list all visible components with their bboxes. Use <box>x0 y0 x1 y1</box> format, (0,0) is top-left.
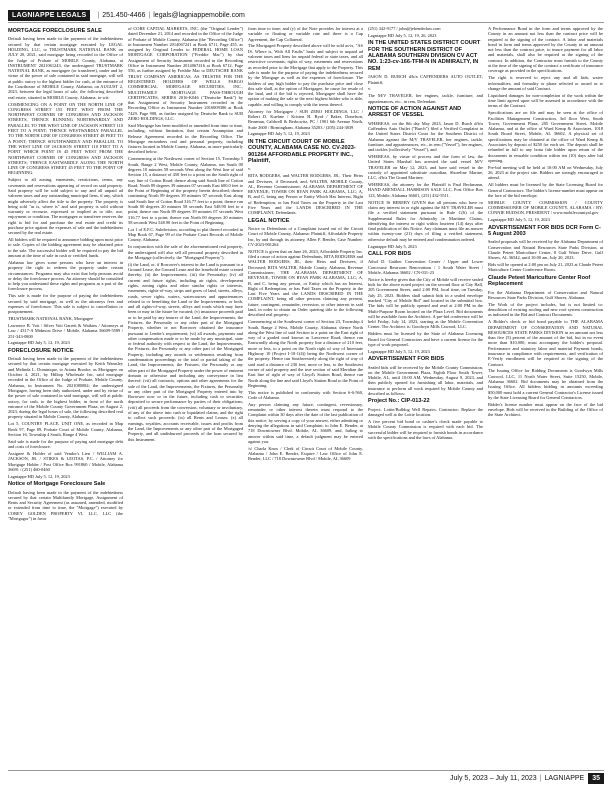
notice-paragraph: Lagniappe HD July 5, 12, 19, 26, 2023 <box>368 32 437 38</box>
footer-section: LAGNIAPPE <box>544 774 585 782</box>
notice-paragraph: Said Mortgage has been modified or amended from time to time, including, without limitation, that certain Assumption and Release Agreement recorded in the Recording Office. The Mortgage encumbers real and personal property, including fixtures located in Mobile County, Alabama, as more particularly described below. <box>128 122 243 155</box>
page-number: 35 <box>588 773 604 784</box>
notice-paragraph: For the Alabama Department of Conservation and Natural Resources State Parks Division, Gulf Shores, Alabama. <box>488 289 603 300</box>
notice-heading: CALL FOR BIDS <box>368 250 412 257</box>
notice-heading: MORTGAGE FORECLOSURE SALE <box>8 28 102 34</box>
notice-paragraph: Athol D. Gaither Convention Center / Upper and Lower Concourse Restroom Renovations / 1 South Water Street / Mobile, Alabama 36602 / CN-031-23 <box>368 259 483 275</box>
notice-paragraph: RITA RODGERS, and WALTER RODGERS, JR., Their Heirs and Devisees, if Deceased; and, WALTER, MOBILE County, AL, Revenue Commissioner; ALABAMA DEPARTMENT OF REVENUE; TOWER ON RYAN PARK ALABAMA, LLC; A, B, and C, being any Person or Entity Which Has Interest, Right of Redemption, or has Paid Taxes on the Property in the Last Five Years and the LANDS DESCRIBED IN THE COMPLAINT, Defendants. <box>248 173 363 216</box>
notice-paragraph: Default having been made in the payment of the indebtedness secured by that certain mortgage executed by LEGAL HOLDING, LLC, to TRUSTMARK NATIONAL BANK on JULY 20, 2021, said mortgage being recorded in the Office of the Judge of Probate of MOBILE County, Alabama, at INSTRUMENT 2021061243, the undersigned TRUSTMARK NATIONAL BANK, as mortgagee (or transferee), under and by virtue of the power of sale contained in said mortgage, will sell at public outcry to the highest bidder for cash, at the entrance of the Courthouse of MOBILE County, Alabama, on AUGUST 2, 2023, between the legal hours of sale, the following described real estate, situated in MOBILE County, Alabama, to-wit: <box>8 36 123 100</box>
notice-paragraph: TRUSTMARK NATIONAL BANK, Mortgagee <box>8 316 93 322</box>
notice-paragraph: Sealed proposals will be received by the Alabama Department of Conservation and Natural Resources State Parks Division, at Claude Peteet Mariculture Center, 8 Gulf Water Drive, Gulf Shores, AL 36542, until 10:00 am, July 20, 2023. <box>488 239 603 261</box>
footer-date: July 5, 2023 – July 11, 2023 <box>450 774 537 782</box>
column-3 <box>248 26 363 766</box>
column-2 <box>128 26 243 766</box>
notice-paragraph: NOTICE is given that on June 26, 2023, Affordable Property Inc. filed a cause of action against Defendants, RITA RODGERS and WALTER RODGERS, JR., their Heirs and Devisees, if Deceased; RITA WALTER, Mobile County, Alabama, Revenue Commissioner; THE ALABAMA DEPARTMENT OF REVENUE; TOWER ON RYAN PARK ALABAMA, LLC; A, B, and C, being any person, or Entity which has an Interest, Right of Redemption, or has Paid Taxes on the Property in the Last Five Years and the LANDS DESCRIBED IN THE COMPLAINT, being all other persons claiming any present, future, contingent, remainder, reversion, or other interest in said land, in order to obtain an Order quieting title to the following described real property: <box>248 248 363 318</box>
notice-paragraph: Bidders must be licensed by the State of Alabama Licensing Board for General Contractors and have a current license for the type of work proposed. <box>368 331 483 347</box>
notice-paragraph: Pre-bid meeting will be held at 10:00 AM on Wednesday, July 26, 2023 at the project site. Bidders are strongly encouraged to attend. <box>488 164 603 181</box>
notice-paragraph: WHEREAS, by virtue of process and due form of law, the United States Marshal has arrested the said vessel M/V TRAVELER on May 12, 2023, and have said vessel in the custody of appointed substitute custodian, Shoreline Marine, LLC, d/b/a The Grand Mariner; <box>368 154 483 181</box>
notice-paragraph: /s/ Charla Knox / Clerk of Circuit Court of Mobile County, Alabama / John E. Bender, Esquire / Law Office of John E. Bender, LLC / 718 Downtowner Blvd / Mobile, AL 36609 <box>248 445 363 462</box>
notice-paragraph: Notice to Defendants of a Complaint issued out of the Circuit Court of Mobile County, Alabama: Plaintiff, Affordable Property Inc, by and through its attorney, Allen F. Bender, Case Number: CV-2023-901264 <box>248 226 363 247</box>
notice-heading: NOTICE OF ACTION AGAINST AND ARREST OF VESSEL <box>368 105 462 119</box>
column-1 <box>8 26 123 766</box>
notice-paragraph: Bidder's license number must appear on the face of the bid envelope. Bids will be received in the Building of the Office of the State Architect. <box>488 401 603 418</box>
notice-paragraph: Lagniappe HD July 5, 12, 19, 2023 <box>488 217 550 223</box>
notice-paragraph: of CORE CAPITAL MARKETS, INC. (the "Original Lender") dated December 21, 2014 and recorded in the Office of the Judge of Probate of Mobile County, Alabama (the "Recording Office") in Instrument Number 2014067241 at Book 6711, Page 455, as assigned by Original Lender to FEDERAL HOME LOAN MORTGAGE CORPORATION ("Freddie Mac") by that Assignment of Security Instrument recorded in the Recording Office in Instrument Number 2014067416 at Book 6712, Page 556, as further assigned by Freddie Mac to DEUTSCHE BANK TRUST COMPANY AMERICAS, AS TRUSTEE FOR THE REGISTERED HOLDERS OF WELLS FARGO COMMERCIAL MORTGAGE SECURITIES, INC., MULTIFAMILY MORTGAGE PASS-THROUGH CERTIFICATES, SERIES 2016-K046 ("Deutsche Bank") by that Assignment of Security Instrument recorded in the Recording Office as Instrument Number 2016009386 at Book 7429, Page 908, as further assigned by Deutsche Bank to SUB ZERO HOLDINGS, LLC. <box>128 26 243 122</box>
footer-separator: | <box>539 774 542 782</box>
notice-paragraph: Notice is hereby given that the City of Mobile will receive sealed bids for the above noted project on the second floor at City Hall, 205 Government Street, until 2:00 PM, local time, on Tuesday, July 25, 2023. Bidders shall submit bids in a sealed envelope marked "City of Mobile Bid" and located in the submittal box. The bids will be publicly opened and read at 2:00 PM in the Multi-Purpose Room located on the Plaza Level. Bid documents will be available from the Architect. A pre-bid conference will be held Friday, July 14, 2023, starting at the Mobile Convention Center. The Architect is: Goodwyn Mills Cawood, LLC. <box>368 276 483 330</box>
notice-paragraph: A Performance Bond in the form and terms approved by the County in an amount not less than the contract price will be required at the signing of the contract. A labor and materials bond in form and terms approved by the County in an amount not less than the contract price, to insure payment for all labor and materials, shall also be required at the signing of the contract. In addition, the Contractor must furnish to the County at the time of the signing of the contract a certificate of insurance coverage as provided in the specifications. <box>488 26 603 74</box>
notice-paragraph: All bidders must be licensed by the State Licensing Board for General Contractors. The bidder's license number must appear on the face of the bid envelope. <box>488 182 603 198</box>
notice-paragraph: The Issuing Office for Bidding Documents is Goodwyn Mills Cawood, LLC, 11 North Water Street, Suite 15250, Mobile, Alabama 36602. Bid documents may be obtained from the Issuing Office. All bidders bidding in amounts exceeding $50,000 must hold a current General Contractor's License issued by the State Licensing Board for General Contractors. <box>488 368 603 400</box>
notice-paragraph: Lagniappe HD July 5, 2023 <box>368 243 417 249</box>
notice-paragraph: Project: Lottie/Bulldog Well Repairs. Contractor: Replace the damaged well at the Lottie location. <box>368 406 483 418</box>
page-header <box>8 8 604 23</box>
page-footer <box>8 770 604 785</box>
notice-paragraph: Default having been made in the payment of the indebtedness secured by that certain Multifamily Mortgage, Assignment of Rents and Security Agreement (as assumed, amended, modified or extended from time to time, the "Mortgage") executed by COREY GOLDEN PROPERTY VI, LLC, LLC (the "Mortgagor") in favor <box>8 489 123 521</box>
notice-paragraph: v. <box>368 86 372 92</box>
notice-paragraph: Lot 1 of E.F.C. Subdivision, according to plat thereof recorded in Map Book 67, Page 99 of the Probate Court Records of Mobile County, Alabama. <box>128 226 243 243</box>
notice-paragraph: Any person claiming any future, contingent, reversionary, remainder or other interest therein must respond to the Complaint within 30 days after the date of the last publication of this notice, by serving a copy of your answer, either admitting or denying the allegations in said Complaint, to John E. Bender, at 718 Downtowner Blvd. Mobile, AL 36609, and, failing to answer within said time, a default judgment may be entered against you. <box>248 401 363 444</box>
notice-paragraph: Assignee & Holder of said Vendor's Lien / WILLIAM A. JACKSON, JR. / STIKES & LEOTAS, P.C. / Attorney for Mortgage Holder / Post Office Box 991860 / Mobile, Alabama 36691 / (251) 460-0460 <box>8 451 123 472</box>
notice-paragraph: In conjunction with the sale of the aforementioned real property, the undersigned will also sell all personal property described in the Mortgage (collectively, the "Mortgaged Property"). <box>128 244 243 260</box>
notice-paragraph: A Bidder's check or bid bond payable to THE ALABAMA DEPARTMENT OF CONSERVATION AND NATURAL RESOURCES STATE PARKS DIVISION in an amount not less than five (5) percent of the amount of the bid, but in no event more than $10,000, must accompany the bidder's proposal. Performance and statutory labor and material Payment bonds, insurance in compliance with requirements, and verification of E-Verify enrollment will be required at the signing of the Contract. <box>488 319 603 367</box>
notice-heading: Project No.: CIP-013-22 <box>368 398 430 405</box>
notice-heading: IN THE CIRCUIT COURT OF MOBILE COUNTY, ALABAMA CASE NO. CV-2023-901264 AFFORDABLE PROPERTY INC., Plaintiff, <box>248 138 356 164</box>
notice-paragraph: (251) 342-9177 / john@jebenderlaw.com <box>368 26 441 31</box>
header-separator: | <box>148 11 151 19</box>
legal-columns <box>8 26 604 766</box>
notice-heading: Notice of Mortgage Foreclosure Sale <box>8 481 106 488</box>
notice-paragraph: Said sale is made for the purpose of paying said mortgage debt and costs of foreclosure. <box>8 438 123 450</box>
column-4 <box>368 26 483 766</box>
notice-paragraph: The Work of the project includes, but is not limited to: demolition of existing roofing and new roof system construction as indicated in the Bid and Contract Documents. <box>488 301 603 318</box>
notice-paragraph: Specifications are on file and may be seen at the office of Facilities Management Construction, 3rd floor West, South Tower, Government Plaza, 205 Government Street, Mobile Alabama, and at the office of Ward Kemp & Associates, 1018 South Broad Street, Mobile, AL 36602. A physical set of specifications may be obtained at the office of Ward Kemp & Associates by deposit of $250 for each set. The deposit shall be refunded in full to any bona fide bidder upon return of the documents in reusable condition within ten (10) days after bid opening. <box>488 110 603 163</box>
column-5 <box>488 26 603 766</box>
header-email[interactable]: legals@lagniappemobile.com <box>153 11 245 19</box>
notice-paragraph: MOBILE COUNTY COMMISSION / COUNTY COMMISSIONER OF MOBILE COUNTY, ALABAMA / BY: CONNIE HUDSON, PRESIDENT / www.mobilecountyal.gov <box>488 199 603 216</box>
notice-paragraph: Lot 5, COUNTRY PLACE, UNIT ONE, as recorded in Map Book 97, Page 89, Probate Court of Mobile County, Alabama, Section 16, Township 4 South, Range 4 West. <box>8 421 123 437</box>
notice-paragraph: Lagniappe HD July 5, 12, 19, 2023 <box>368 348 430 354</box>
notice-paragraph: WHEREAS, the attorney for the Plaintiff is Paul Beckmann, HAND ARENDALL HARRISON SALE LLC, Post Office Box 123, Mobile, Alabama 36601, (251) 432-5511. <box>368 182 483 198</box>
notice-heading: ADVERTISEMENT FOR BIDS DCR Form C-5 August 2003 <box>488 224 601 237</box>
notice-paragraph: The Mortgaged Property described above will be sold as-is, "AS IS, Where is, With All Faults" basis and subject to unpaid ad valorem taxes and liens for unpaid federal or state taxes, and all restrictive covenants, rights of way, easements and reservations as recorded prior to the Mortgage that apply to the Property. This sale is made for the purpose of paying the indebtedness secured by the Mortgage as well as the expenses of foreclosure. The bidders of any high bidder to pay the purchase price and close this sale shall, at the option of Mortgagee, be cause for resale of the land, and if the bid is rejected, Mortgagee shall have the option of making the sale to the next highest bidder who is able, capable, and willing to comply with the terms thereof. <box>248 43 363 107</box>
notice-paragraph: This notice is published in conformity with Section 6-6-560, Code of Alabama. <box>248 389 363 400</box>
notice-paragraph: v. <box>248 166 252 172</box>
notice-paragraph: JASON D. BURCH d/b/a CAFFENDERS AUTO OUTLET, Plaintiff, <box>368 74 483 85</box>
notice-paragraph: Default having been made in the payment of the indebtedness secured by that certain mortgage executed by Keith Wamsley and Melinda L. Dominique, to Ariana Brooke, as Mortgagee on October 4, 2021, by Hilltop Wholesale Inc, said mortgage recorded in the Office of the Judge of Probate, Mobile County, Alabama, in Instrument No. 2021080084; the undersigned Mortgagee, having been duly authorized, under and by virtue of the power of sale contained in said mortgage, will sell at public outcry, for cash, to the highest bidder, in front of the north entrance of the Mobile County Government Plaza, on August 2, 2023, during the legal hours of sale, the following described real property situated in Mobile County, Alabama: <box>8 356 123 420</box>
notice-paragraph: The M/V TRAVELER, her engines, tackle, furniture, and appurtenances, etc., in rem, Defendant. <box>368 93 483 104</box>
notice-paragraph: Lawrence B. Voit / Silver Voit Garrett & Watkins / Attorneys at Law / 4317-A Midmost Drive / Mobile, Alabama 36609-5589 / 251-343-0800 <box>8 323 123 339</box>
notice-paragraph: NOTICE IS HEREBY GIVEN that all persons who have or claim any interest in or right against the M/V TRAVELER must file a verified statement pursuant to Rule C(6) of the Supplemental Rules for Admiralty or Maritime Claims, identifying the interest or right within fourteen (14) days after final publication of this Notice. Any claimant must file an answer within twenty-one (21) days of filing a verified statement, otherwise default may be entered and condemnation ordered. <box>368 199 483 242</box>
notice-paragraph: Lagniappe HD July 5, 12, 19, 2023 <box>248 131 310 137</box>
notice-heading: LEGAL NOTICE <box>248 217 290 224</box>
notice-heading: ADVERTISEMENT FOR BIDS <box>368 356 445 363</box>
notice-paragraph: Lagniappe HD July 5, 12, 19, 2023 <box>8 340 70 346</box>
brand-badge: LAGNIAPPE LEGALS <box>8 10 90 21</box>
notice-paragraph: The right is reserved to reject any and all bids, waive informalities, and formality or phase selected or award as to change the amount of said Contract. <box>488 75 603 91</box>
notice-paragraph: Subject to all zoning, easements, restrictions, terms, any covenants and reservations appearing of record on said property. Said property will be sold subject to any and all unpaid ad valorem taxes and any outstanding municipal liens, if any, which might adversely affect the title to the property. The property is being sold "as is, where is" and said property is sold without warranty or recourse, expressed or implied as to title, use, enjoyment or condition. The mortgagee or transferee reserves the right to bid for and purchase the real estate and credit its purchase price against the expenses of sale and the indebtedness secured by the real estate. <box>8 177 123 236</box>
notice-paragraph: A five percent bid bond or cashier's check made payable to Mobile County Commission is required with each bid. The successful bidder will be required to furnish bonds in accordance with the specifications and the laws of Alabama. <box>368 418 483 440</box>
notice-paragraph: from time to time; and (y) of the Note provides for interest at a variable or floating or variable rate and there is a Cap Agreement, the Cap Collateral. <box>248 26 363 42</box>
notice-paragraph: This sale is made for the purpose of paying the indebtedness secured by said mortgage, as well as the attorneys fees and expenses of foreclosure. This sale is subject to cancellation or postponement. <box>8 293 123 315</box>
notice-paragraph: Lagniappe HD July 5, 12, 19, 2023 <box>8 473 70 479</box>
notice-paragraph: Alabama law gives some persons who have an interest in property the right to redeem the property under certain circumstances. Programs may also exist that help persons avoid or delay the foreclosure process. An attorney should be consulted to help you understand these rights and programs as a part of the foreclosure process. <box>8 259 123 292</box>
header-separator: | <box>97 11 100 19</box>
notice-paragraph: Commencing at the Southwest corner of Section 23, Township 4 South, Range 2 West, Mobile County, Alabama; thence North along the West line of said Section to a point on the East right of way of a graded road known as Lawrence Road; thence run Eastwardly along the North property line a distance of 210 feet, more or less, to a point on the North right of way of Interstate Highway 10 (Project I-10-1(4)) being the Northwest corner of the property. Hence run Southwesterly along the right of way of said road a distance of 230 feet, more or less, to the Southwest corner of said property and the true section of said Meridian the East line of right of way of Lloyd's Station Road, thence run North along the line and said Lloyd's Station Road to the Point of Beginning. <box>248 319 363 388</box>
notice-heading: IN THE UNITED STATES DISTRICT COURT FOR THE SOUTHERN DISTRICT OF ALABAMA SOUTHERN DIVISION CV ACT NO. 1:23-cv-166-TFM-N IN ADMIRALTY, IN REM <box>368 40 481 72</box>
notice-paragraph: Bids will be opened at 2:00 pm on July 21, 2023 at Claude Peteet Mariculture Center Conference Room. <box>488 262 603 273</box>
notice-paragraph: WHEREAS, on the 8th day May 2023, Jason D. Burch d/b/a Caffenders Auto Outlet ("Burch") filed a Verified Complaint in the United States District Court for the Southern District of Alabama against the M/V TRAVELER, her engines, tackle, furniture, and appurtenances, etc., in rem ("Vessel"), her engines, and tackles (collectively "Vessel"), and <box>368 120 483 153</box>
notice-paragraph: Attorney for Mortgagee / SUB ZERO HOLDINGS, LLC / Robert D. Kuehne / Kristen H. Byrd / Baker, Donelson, Bearman, Caldwell & Berkowitz, PC / 1901 6th Avenue North, Suite 2600 / Birmingham, Alabama 35203 / (205) 244-3839 <box>248 108 363 130</box>
notice-paragraph: Commencing at the Northwest corner of Section 15, Township 5 South, Range 2 West, Mobile County, Alabama, run South 00 degrees 10 minutes 58 seconds West along the West line of said Section 15, a distance of 450 feet to a point on the South right of way line of Cotton Road; thence along said South line of Cotton Road, North 89 degrees 39 minutes 07 seconds East 600.0 feet to the Point of Beginning of the property herein described; thence continuing North 89 degrees 39 minutes 07 seconds East along said South line of Cotton Road 316.77 feet to a point; thence run South 00 degrees 20 minutes 58 seconds East 548.90 feet to a point; thence run North 89 degrees 39 minutes 07 seconds West 316.77 feet to a point; thence run North 00 degrees 20 minutes 58 seconds West 548.90 feet to the Point of Beginning. <box>128 156 243 225</box>
notice-paragraph: Liquidated damages for non-completion of the work within the time limit agreed upon will be assessed in accordance with the terms of the Contract. <box>488 92 603 109</box>
notice-paragraph: (i) the Land, or, if Borrower's interest in the Land is pursuant to a Ground Lease, the Ground Lease and the leasehold estate created thereby; (ii) the Improvements; (iii) the Personalty; (iv) all current and future rights, including air rights, development rights, zoning rights and other similar rights or interests, easements, rights-of-way, strips and gores of land, streets, alleys, roads, sewer rights, waters, watercourses and appurtenances related to or benefiting the Land or the Improvements, or both, and all rights-of-way, streets, alleys and roads which may have been or may in the future be vacated; (v) insurance proceeds paid or to be paid by any insurer of the Land, the Improvements, the Fixtures, the Personalty or any other part of the Mortgaged Property, whether or not Borrower obtained the insurance pursuant to Lender's requirement; (vi) all awards, payments and other compensation made or to be made by any municipal, state or federal authority with respect to the Land, the Improvements, the Fixtures, the Personalty or any other part of the Mortgaged Property, including any awards or settlements resulting from condemnation proceedings or the total or partial taking of the Land, the Improvements, the Fixtures, the Personalty or any other part of the Mortgaged Property under the power of eminent domain or otherwise and including any conveyance in lieu thereof; (vii) all contracts, options and other agreements for the sale of the Land, the Improvements, the Fixtures, the Personalty or any other part of the Mortgaged Property entered into by Borrower now or in the future, including cash or securities deposited to secure performance by parties of their obligations; (viii) all proceeds from the conversion, voluntary or involuntary, of any of the above into cash or liquidated claims, and the right to collect such proceeds; (ix) all Rents and Leases; (x) all earnings, royalties, accounts receivable, issues and profits from the Land, the Improvements or any other part of the Mortgaged Property, and all undisbursed proceeds of the loan secured by this Instrument. <box>128 261 243 442</box>
notice-paragraph: All bidders will be required to announce bidding upon most prior to sale. Copies of the bidding agreement may be obtained prior to the sale. The successful bidder will be required to pay the bid amount at the time of sale in cash or certified funds. <box>8 237 123 259</box>
notice-paragraph: COMMENCING ON A POINT ON THE NORTH LINE OF CONGRESS STREET 155 FEET WEST FROM THE NORTHWEST CORNER OF CONGRESS AND JACKSON STREETS, THENCE RUNNING NORTHWARDLY AND PARALLEL TO THE WEST LINE OF JACKSON STREET 110 FEET TO A POINT; THENCE WESTWARDLY PARALLEL TO THE NORTH LINE OF CONGRESS STREET 48 FEET TO A POINT; THENCE SOUTHWARDLY AND PARALLEL TO THE WEST LINE OF JACKSON STREET 110 FEET TO A POINT WHICH POINT IS 45 FEET WEST FROM THE NORTHWEST CORNER OF CONGRESS AND JACKSON STREETS; THENCE EASTWARDLY ALONG THE NORTH LINE OF CONGRESS STREET 45 FEET TO THE POINT OF BEGINNING. <box>8 101 123 176</box>
notice-heading: FORECLOSURE NOTICE <box>8 347 74 354</box>
header-phone: 251.450-4466 <box>102 11 146 19</box>
notice-paragraph: Sealed bids will be received by the Mobile County Commission, on the Mobile Government Plaza, Eighth Floor South Tower, Mobile, AL, until 10:00 AM, Wednesday, August 9, 2023, and then publicly opened for furnishing all labor, materials, and insurance to perform all work required by Mobile County and described as follows: <box>368 364 483 397</box>
notice-heading: Claude Peteet Mariculture Center Roof Replacement <box>488 274 591 288</box>
